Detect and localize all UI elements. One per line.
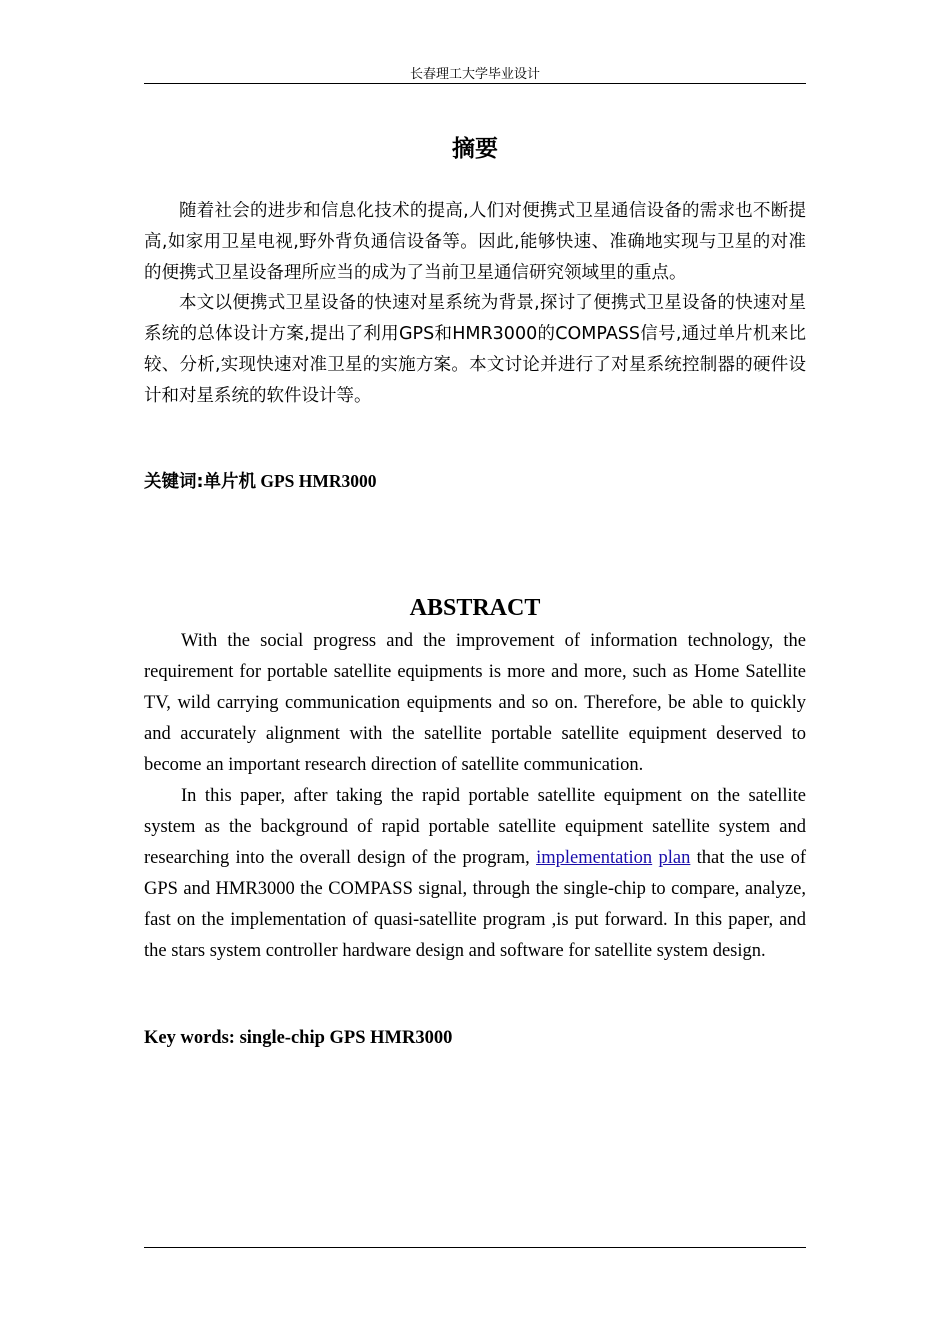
english-abstract-paragraph-2: [144, 781, 806, 967]
page-header: 长春理工大学毕业设计: [409, 67, 540, 82]
chinese-keywords-values: 单片机 GPS HMR3000: [203, 471, 377, 491]
header-divider: [144, 83, 806, 84]
chinese-abstract-body: [144, 196, 806, 412]
footer-divider: [144, 1247, 806, 1248]
chinese-abstract-paragraph-1: 随着社会的进步和信息化技术的提高,人们对便携式卫星通信设备的需求也不断提高,如家用卫星电视,野外背负通信设备等。因此,能够快速、准确地实现与卫星的对准的便携式卫星设备理所应当的成为了当前卫星通信研究领域里的重点。: [144, 201, 806, 283]
chinese-abstract-title: 摘要: [452, 136, 498, 162]
english-abstract-body: [144, 626, 806, 967]
chinese-keywords: [144, 467, 806, 496]
english-abstract-title: ABSTRACT: [409, 595, 541, 621]
english-abstract-paragraph-1: With the social progress and the improvement of information technology, the requirement for portable satellite equipments is more and more, such as Home Satellite TV, wild carrying communication equipments and so on. Therefore, be able to quickly and accurately alignment with the satellite portable satellite equipment deserved to become an important research direction of satellite communication.: [144, 631, 806, 775]
chinese-abstract-paragraph-2: 本文以便携式卫星设备的快速对星系统为背景,探讨了便携式卫星设备的快速对星系统的总体设计方案,提出了利用GPS和HMR3000的COMPASS信号,通过单片机来比较、分析,实现快速对准卫星的实施方案。本文讨论并进行了对星系统控制器的硬件设计和对星系统的软件设计等。: [144, 293, 806, 406]
english-paragraph-2-text-after: that the use of GPS and HMR3000 the COMPASS signal, through the single-chip to compare, analyze, fast on the implementation of quasi-satellite program ,is put forward. In this paper, and the stars system controller hardware design and software for satellite system design.: [144, 848, 806, 961]
implementation-link[interactable]: implementation: [536, 848, 653, 868]
chinese-keywords-label: 关键词:: [144, 472, 204, 492]
english-keywords: Key words: single-chip GPS HMR3000: [144, 1028, 453, 1048]
english-paragraph-2-text-before: In this paper, after taking the rapid portable satellite equipment on the satellite system as the background of rapid portable satellite equipment satellite system and researching into the overall design of the program,: [144, 786, 806, 868]
plan-link[interactable]: plan: [658, 848, 691, 868]
